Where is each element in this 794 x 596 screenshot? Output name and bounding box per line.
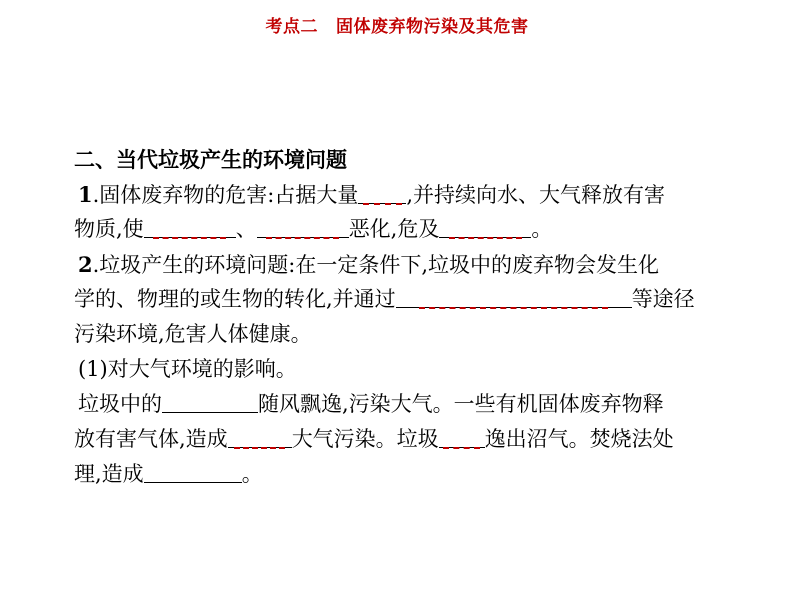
fill-blank[interactable] — [162, 390, 258, 413]
text-segment: 等途径 — [631, 287, 695, 311]
section-heading: 二、当代垃圾产生的环境问题 — [74, 147, 347, 172]
paragraph-1-line-2 — [74, 212, 742, 247]
text-segment: 垃圾中的 — [78, 392, 162, 416]
section-title: 固体废弃物污染及其危害 — [336, 17, 529, 37]
text-segment: 放有害气体,造成 — [74, 427, 228, 451]
fill-blank[interactable] — [257, 215, 349, 238]
paragraph-1-line-1 — [74, 177, 742, 212]
fill-blank[interactable] — [439, 425, 485, 448]
paragraph-4-line-3 — [74, 457, 742, 492]
fill-blank[interactable] — [144, 215, 236, 238]
fill-blank[interactable] — [144, 460, 242, 483]
text-segment: 随风飘逸,污染大气。一些有机固体废弃物释 — [258, 392, 664, 416]
text-segment: 逸出沼气。焚烧法处 — [484, 427, 674, 451]
fill-blank[interactable] — [358, 181, 406, 204]
text-segment: 。 — [241, 462, 263, 486]
paragraph-2-line-1 — [74, 247, 742, 282]
paragraph-2-line-3: 污染环境,危害人体健康。 — [74, 322, 312, 346]
text-segment: ,并持续向水、大气释放有害 — [406, 183, 666, 207]
text-segment: 学的、物理的或生物的转化,并通过 — [74, 287, 396, 311]
paragraph-4-line-2 — [74, 422, 742, 457]
text-segment: 大气污染。垃圾 — [291, 427, 439, 451]
paragraph-4-line-1 — [74, 387, 742, 422]
subheading-atmosphere: (1)对大气环境的影响。 — [78, 357, 297, 381]
section-label: 考点二 — [265, 17, 318, 37]
item-number: 2 — [78, 252, 93, 277]
text-segment: 、 — [235, 217, 257, 241]
text-segment: 恶化,危及 — [348, 217, 440, 241]
text-segment: .固体废弃物的危害:占据大量 — [92, 183, 359, 207]
text-segment: 物质,使 — [74, 217, 144, 241]
fill-blank[interactable] — [396, 285, 632, 308]
text-segment: 。 — [531, 217, 553, 241]
fill-blank[interactable] — [228, 425, 292, 448]
page-header — [0, 12, 794, 37]
item-number: 1 — [78, 182, 93, 207]
document-body — [74, 142, 742, 492]
fill-blank[interactable] — [439, 215, 531, 238]
text-segment: 理,造成 — [74, 462, 144, 486]
paragraph-2-line-2 — [74, 282, 742, 317]
text-segment: .垃圾产生的环境问题:在一定条件下,垃圾中的废弃物会发生化 — [92, 253, 660, 277]
